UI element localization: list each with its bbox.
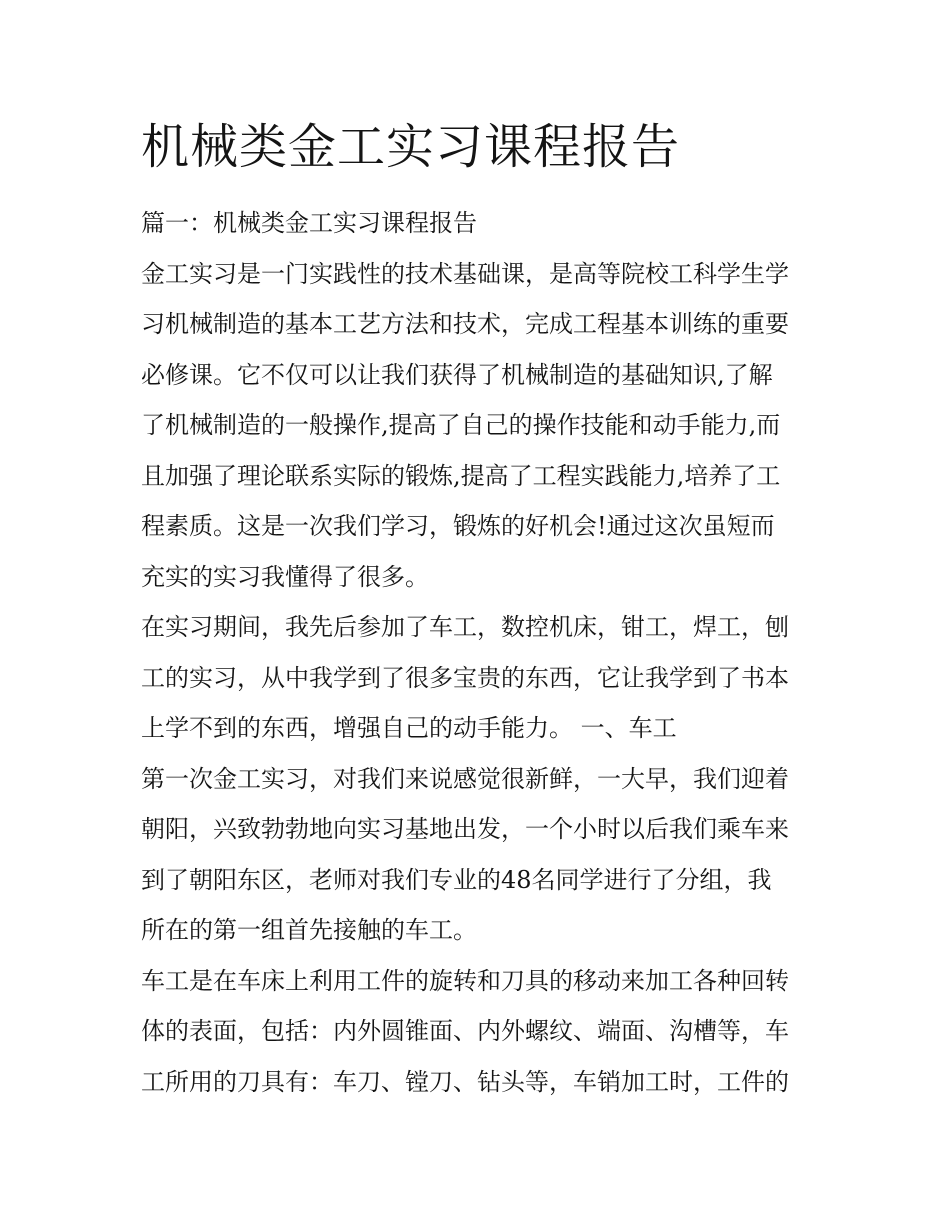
- body-line: 习机械制造的基本工艺方法和技术，完成工程基本训练的重要: [141, 310, 789, 338]
- body-line: 了机械制造的一般操作,提高了自己的操作技能和动手能力,而: [141, 411, 781, 439]
- body-line: 所在的第一组首先接触的车工。: [141, 916, 477, 944]
- document-title: 机械类金工实习课程报告: [141, 119, 681, 175]
- body-line: 工的实习，从中我学到了很多宝贵的东西，它让我学到了书本: [141, 664, 789, 692]
- body-line: 必修课。它不仅可以让我们获得了机械制造的基础知识,了解: [141, 361, 773, 389]
- body-line: 且加强了理论联系实际的锻炼,提高了工程实践能力,培养了工: [141, 462, 781, 490]
- body-line: 朝阳，兴致勃勃地向实习基地出发，一个小时以后我们乘车来: [141, 815, 789, 843]
- body-line: 上学不到的东西，增强自己的动手能力。 一、车工: [141, 714, 677, 742]
- body-line: 在实习期间，我先后参加了车工，数控机床，钳工，焊工，刨: [141, 613, 789, 641]
- body-line: 程素质。这是一次我们学习，锻炼的好机会!通过这次虽短而: [141, 512, 775, 540]
- body-line: 第一次金工实习，对我们来说感觉很新鲜，一大早，我们迎着: [141, 765, 789, 793]
- document-subtitle: 篇一：机械类金工实习课程报告: [141, 209, 477, 237]
- body-line: 到了朝阳东区，老师对我们专业的48名同学进行了分组，我: [141, 866, 772, 894]
- body-line: 工所用的刀具有：车刀、镗刀、钻头等，车销加工时，工件的: [141, 1068, 789, 1096]
- body-line: 体的表面，包括：内外圆锥面、内外螺纹、端面、沟槽等，车: [141, 1017, 789, 1045]
- body-line: 金工实习是一门实践性的技术基础课，是高等院校工科学生学: [141, 260, 789, 288]
- body-line: 车工是在车床上利用工件的旋转和刀具的移动来加工各种回转: [141, 967, 789, 995]
- body-line: 充实的实习我懂得了很多。: [141, 563, 429, 591]
